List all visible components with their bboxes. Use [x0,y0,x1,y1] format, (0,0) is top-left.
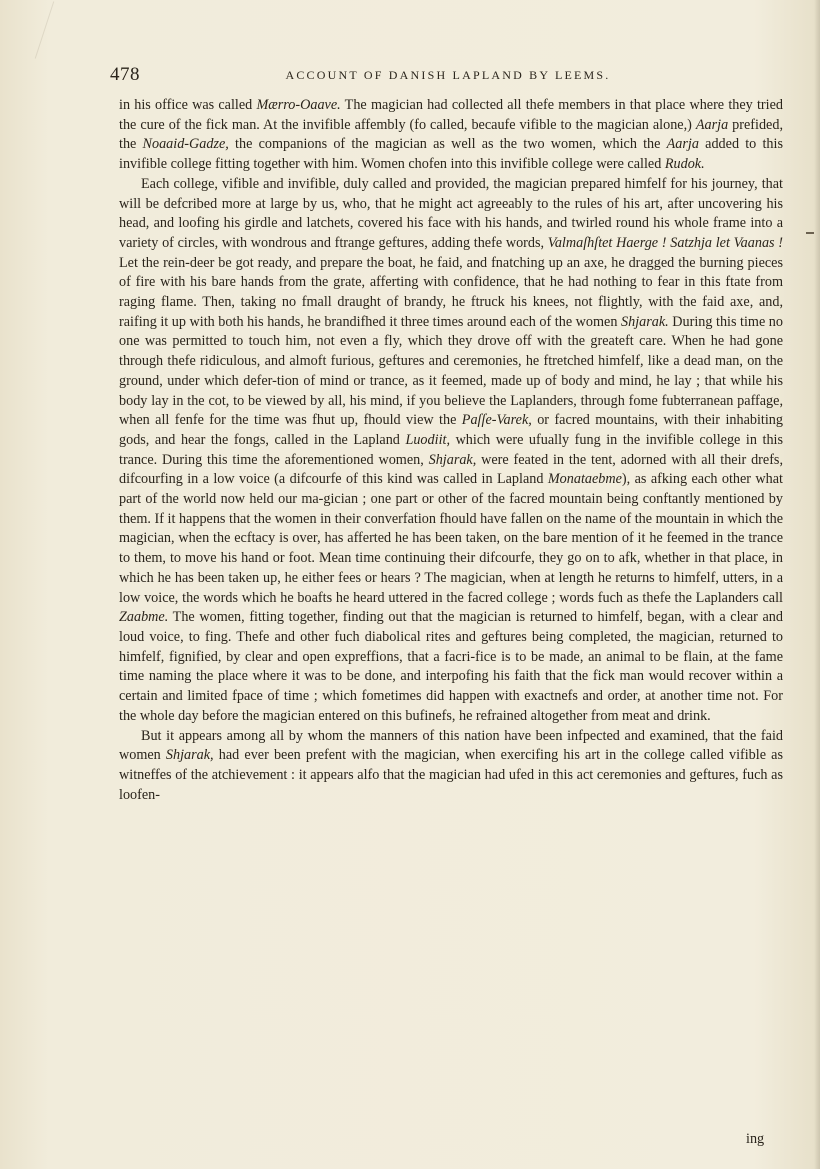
italic-term: Paſſe-Varek, [461,412,532,429]
italic-term: Aarja [666,136,699,153]
paragraph-3: But it appears among all by whom the manners of this nation have been infpected and examined, that the faid women Shjarak, had ever been prefent with the magician, when exercifing his art in the college called vifible as witneffes of the atchievement : it appears alfo that the magician had ufed in this act ceremonies and geftures, fuch as loofen- [119,727,783,803]
italic-term: Valmaſhſtet Haerge ! Satzhja let Vaanas ! [547,234,783,251]
italic-term: Rudok. [664,156,705,173]
italic-term: Shjarak, [428,451,477,468]
body-text [119,96,783,805]
catchword: ing [746,1131,765,1147]
running-head: ACCOUNT OF DANISH LAPLAND BY LEEMS. [285,68,611,82]
page-edge-shadow [814,0,820,1169]
paper-fold [35,1,54,58]
italic-term: Monataebme [547,471,622,488]
italic-term: Zaabme. [119,609,169,626]
margin-mark [806,232,814,234]
page-number: 478 [110,64,140,85]
italic-term: Shjarak, [165,747,214,764]
italic-term: Noaaid-Gadze, [142,136,229,153]
page-header [108,64,788,88]
italic-term: Shjarak. [621,313,669,330]
paragraph-2: Each college, vifible and invifible, duly called and provided, the magician prepared himfelf for his journey, that will be defcribed more at large by us, who, that he might act agreeably to the rules of his art, after uncovering his head, and loofing his girdle and latchets, covered his face with his hands, and twirled round his whole frame into a variety of circles, with wondrous and ftrange geftures, adding thefe words, Valmaſhſtet Haerge ! Satzhja let Vaanas ! Let the rein-deer be got ready, and prepare the boat, he faid, and fnatching up an axe, he dragged the burning pieces of fire with his bare hands from the grate, afferting with confidence, that he had nothing to fear in this ftate from raging flame. Then, taking no fmall draught of brandy, he ftruck his knees, not flightly, with the faid axe, and, raifing it up with both his hands, he brandifhed it three times around each of the women Shjarak. During this time no one was permitted to touch him, not even a fly, which they drove off with the greateft care. When he had gone through thefe ridiculous, and almoft furious, geftures and ceremonies, he ftretched himfelf, like a dead man, on the ground, under which defer-tion of mind or trance, as it feemed, made up of body and mind, he lay ; that while his body lay in the cot, to be viewed by all, his mind, if you believe the Laplanders, through fome fubterranean paffage, when all fenfe for the time was fhut up, fhould view the Paſſe-Varek, or facred mountains, with their inhabiting gods, and hear the fongs, called in the Lapland Luodiit, which were ufually fung in the invifible college in this trance. During this time the aforementioned women, Shjarak, were feated in the tent, adorned with all their drefs, difcourfing in a low voice (a difcourfe of this kind was called in Lapland Monataebme), as afking each other what part of the world now held our ma-gician ; one part or other of the facred mountain being conftantly mentioned by them. If it happens that the women in their converfation fhould have fallen on the name of the mountain in which the magician, when the ecftacy is over, has afferted he has been taken, on the bare mention of it he feemed in the trance to them, to move his hand or foot. Mean time continuing their difcourfe, they go on to afk, whether in that place, in which he has been taken up, he either fees or hears ? The magician, when at length he returns to himfelf, utters, in a low voice, the words which he boafts he heard uttered in the facred college ; words fuch as thefe the Laplanders call Zaabme. The women, fitting together, finding out that the magician is returned to himfelf, began, with a clear and loud voice, to fing. Thefe and other fuch diabolical rites and geftures being completed, the magician, returned to himfelf, fignified, by clear and open expreffions, that a facri-fice is to be made, an animal to be flain, at the fame time naming the place where it was to be done, and interpofing his faith that the fick man would recover within a certain and limited fpace of time ; which fometimes did happen with exactnefs and order, at another time not. For the whole day before the magician entered on this bufinefs, he refrained altogether from meat and drink. [119,175,783,724]
italic-term: Luodiit, [405,431,450,448]
paragraph-1: in his office was called Mærro-Oaave. The magician had collected all thefe members in that place where they tried the cure of the fick man. At the invifible affembly (fo called, becaufe vifible to the magician alone,) Aarja prefided, the Noaaid-Gadze, the companions of the magician as well as the two women, which the Aarja added to this invifible college fitting together with him. Women chofen into this invifible college were called Rudok. [119,97,783,173]
italic-term: Aarja [695,116,729,133]
italic-term: Mærro-Oaave. [256,97,341,113]
